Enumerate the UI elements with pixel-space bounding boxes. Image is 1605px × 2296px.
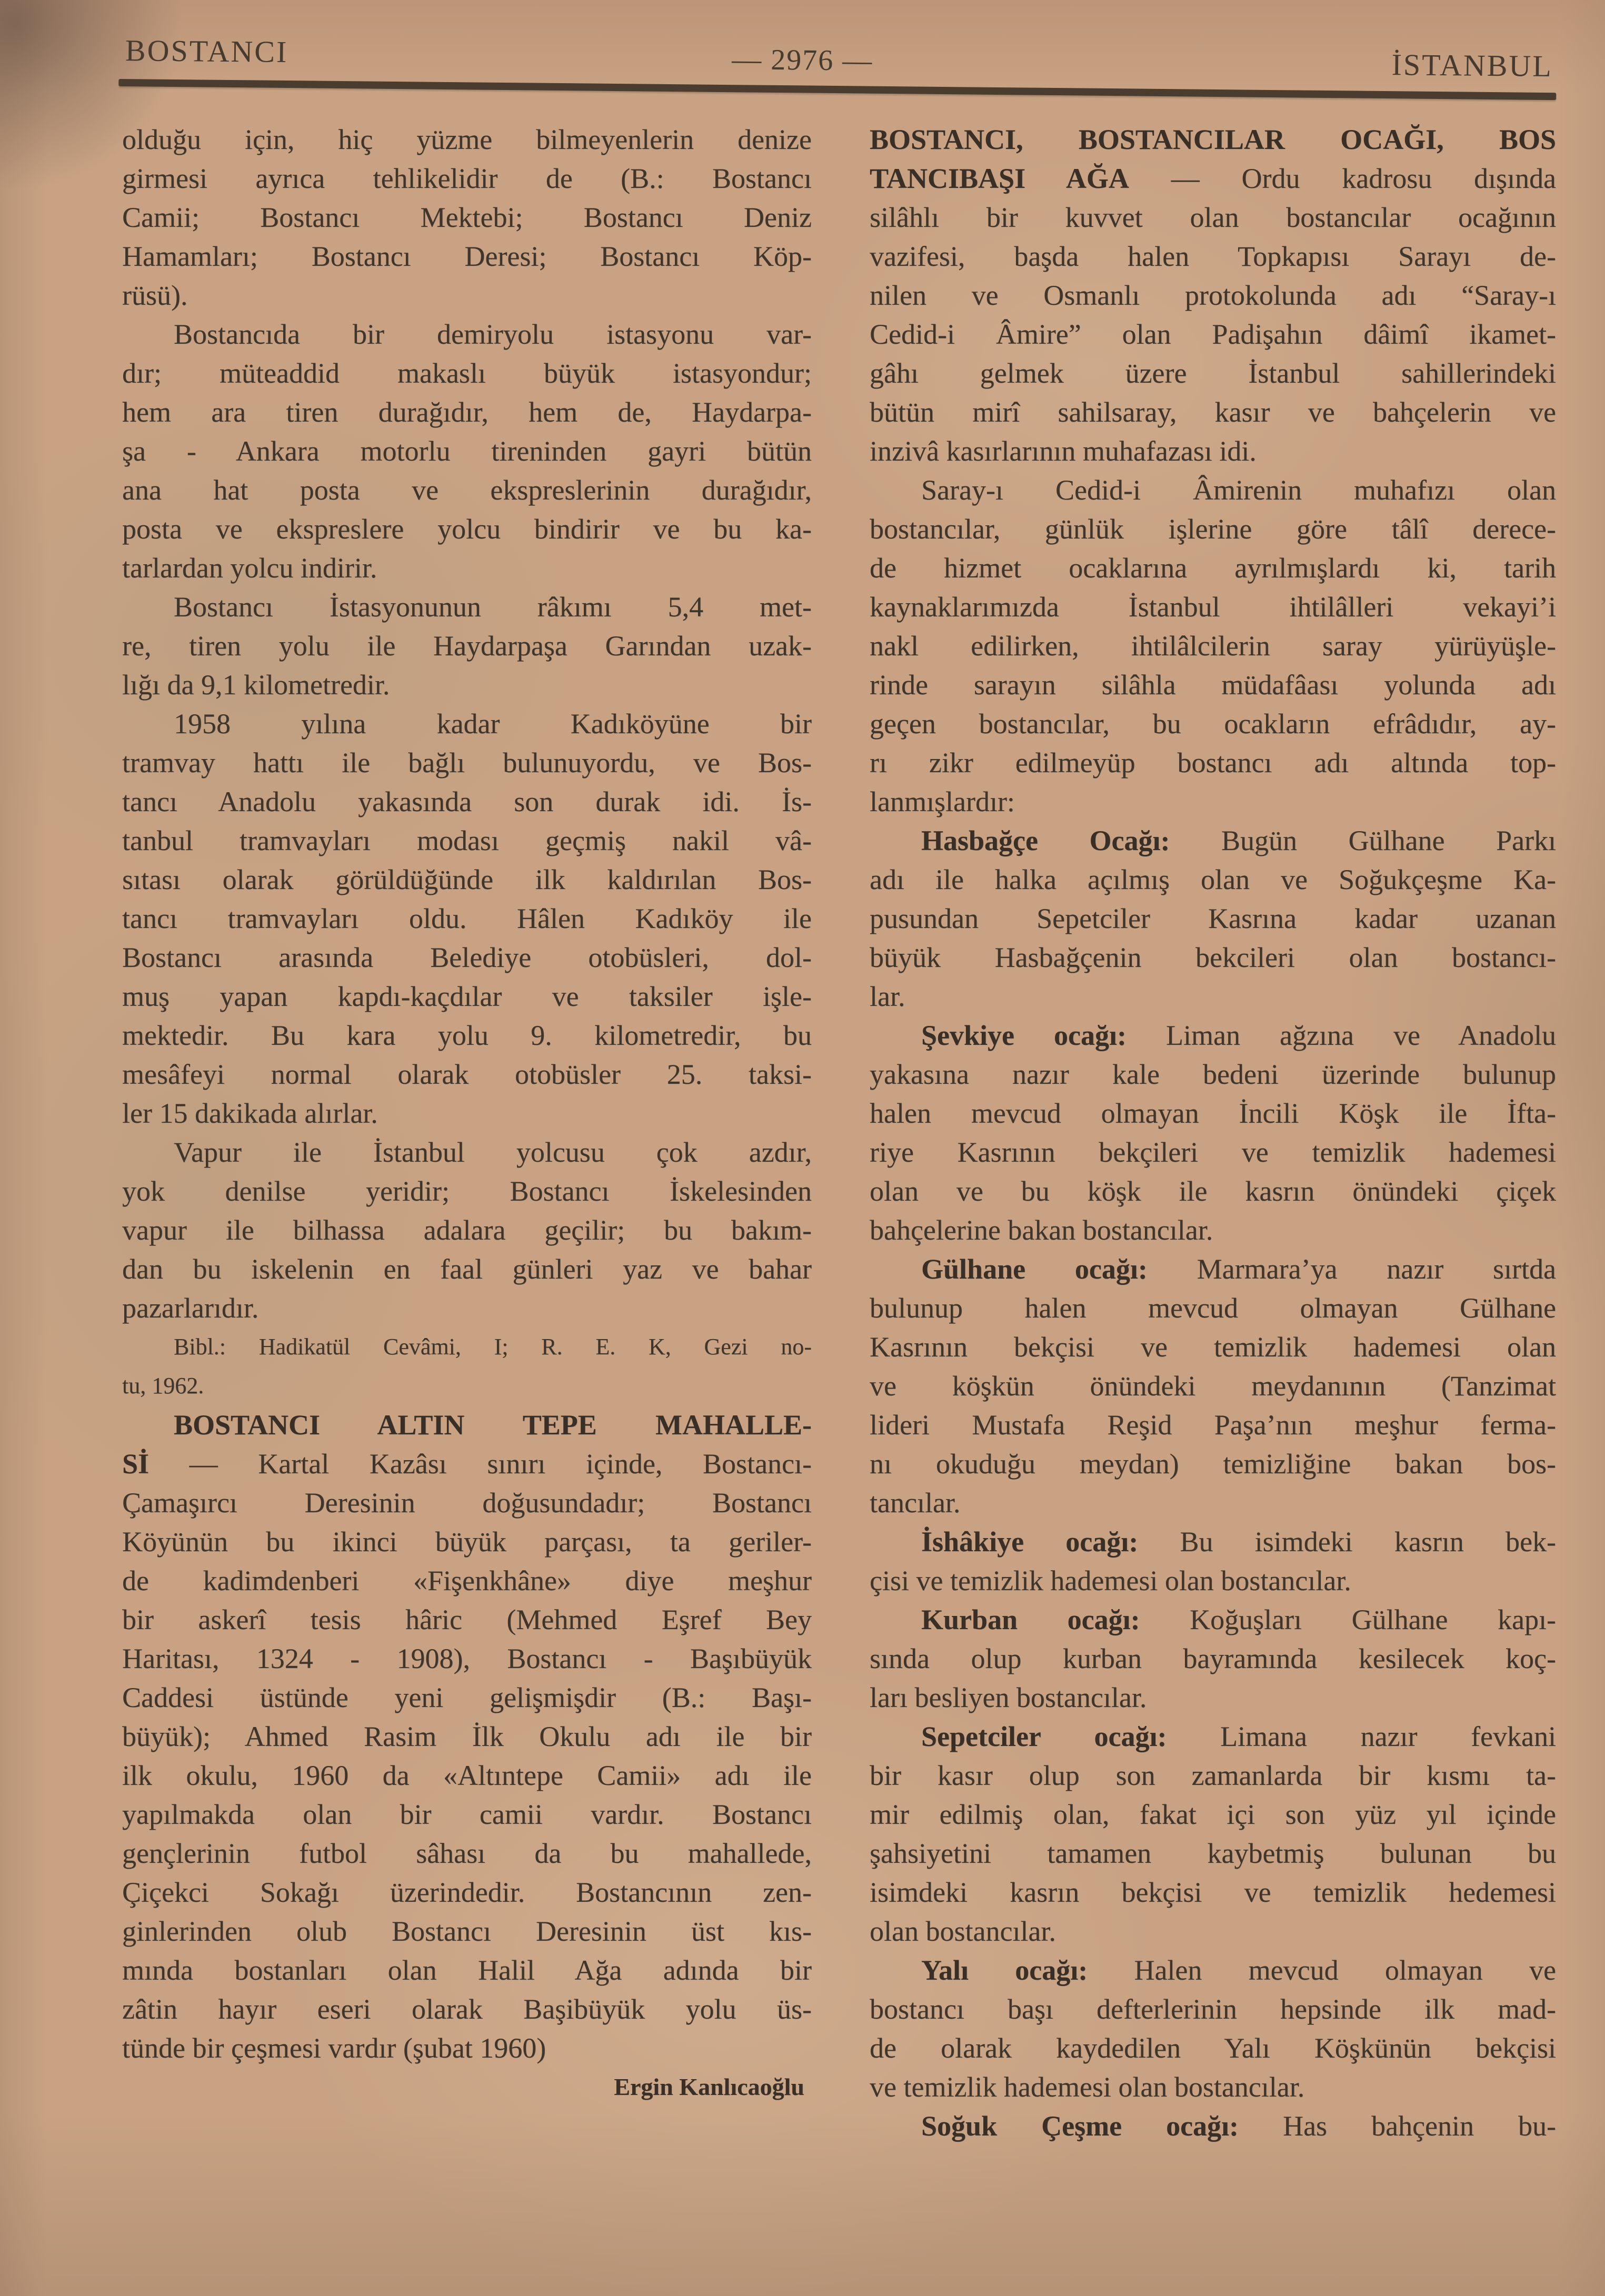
text-line: de hizmet ocaklarına ayrılmışlardı ki, tarih xyxy=(870,552,1556,584)
text-line: rinde sarayın silâhla müdafâası yolunda adı xyxy=(870,669,1556,701)
text-line: Bostancı İstasyonunun râkımı 5,4 met- xyxy=(174,591,812,623)
paragraph xyxy=(870,1522,1556,1600)
text-line: Sİ — Kartal Kazâsı sınırı içinde, Bostancı- xyxy=(122,1448,812,1480)
text-line: de kadimdenberi «Fişenkhâne» diye meşhur xyxy=(122,1565,812,1596)
paragraph xyxy=(870,1951,1556,2107)
text-line: İshâkiye ocağı: Bu isimdeki kasrın bek- xyxy=(921,1526,1556,1558)
text-line: sında olup kurban bayramında kesilecek koç- xyxy=(870,1643,1556,1674)
text-line: gençlerinin futbol sâhası da bu mahallede, xyxy=(122,1838,812,1869)
text-line: olan ve bu köşk ile kasrın önündeki çiçek xyxy=(870,1175,1556,1207)
text-line: kaynaklarımızda İstanbul ihtilâlleri vekayi’i xyxy=(870,591,1556,623)
text-line: nilen ve Osmanlı protokolunda adı “Saray-ı xyxy=(870,279,1556,311)
text-line: bir askerî tesis hâric (Mehmed Eşref Bey xyxy=(122,1604,812,1635)
text-line: nakl edilirken, ihtilâlcilerin saray yürüyüşle- xyxy=(870,630,1556,662)
text-line: inzivâ kasırlarının muhafazası idi. xyxy=(870,435,1257,467)
text-line: tarlardan yolcu indirir. xyxy=(122,552,377,584)
text-line: ler 15 dakikada alırlar. xyxy=(122,1097,378,1129)
text-line: tancı Anadolu yakasında son durak idi. İs- xyxy=(122,786,812,817)
text-line: Hamamları; Bostancı Deresi; Bostancı Köp- xyxy=(122,241,812,272)
text-line: de olarak kaydedilen Yalı Köşkünün bekçisi xyxy=(870,2032,1556,2064)
header-page-number: — 2976 — xyxy=(732,43,873,77)
text-line: lar. xyxy=(870,981,905,1012)
text-line: Bostancıda bir demiryolu istasyonu var- xyxy=(174,318,812,350)
text-line: mektedir. Bu kara yolu 9. kilometredir, bu xyxy=(122,1020,812,1051)
text-line: halen mevcud olmayan İncili Köşk ile İfta- xyxy=(870,1097,1556,1129)
text-line: ve köşkün önündeki meydanının (Tanzimat xyxy=(870,1370,1556,1402)
text-line: adı ile halka açılmış olan ve Soğukçeşme Ka- xyxy=(870,864,1556,895)
text-line: olduğu için, hiç yüzme bilmeyenlerin denize xyxy=(122,124,812,155)
text-line: sıtası olarak görüldüğünde ilk kaldırılan Bos- xyxy=(122,864,812,895)
text-line: tancılar. xyxy=(870,1487,961,1519)
column-right xyxy=(870,120,1556,2145)
text-line: vapur ile bilhassa adalara geçilir; bu bakım- xyxy=(122,1214,812,1246)
paragraph xyxy=(122,587,812,704)
text-line: şa - Ankara motorlu tireninden gayri bütün xyxy=(122,435,812,467)
text-line: yapılmakda olan bir camii vardır. Bostancı xyxy=(122,1799,812,1830)
text-line: mesâfeyi normal olarak otobüsler 25. taksi- xyxy=(122,1059,812,1090)
text-line: bostancı başı defterlerinin hepsinde ilk mad- xyxy=(870,1993,1556,2025)
text-line: ve temizlik hademesi olan bostancılar. xyxy=(870,2071,1305,2103)
text-line: tu, 1962. xyxy=(122,1373,204,1399)
text-line: muş yapan kapdı-kaçdılar ve taksiler işle- xyxy=(122,981,812,1012)
text-line: BOSTANCI, BOSTANCILAR OCAĞI, BOS xyxy=(870,124,1556,155)
text-line: Kurban ocağı: Koğuşları Gülhane kapı- xyxy=(921,1604,1557,1635)
paragraph xyxy=(870,1600,1556,1717)
text-line: bütün mirî sahilsaray, kasır ve bahçelerin ve xyxy=(870,396,1556,428)
text-line: nı okuduğu meydan) temizliğine bakan bos- xyxy=(870,1448,1556,1480)
text-line: Haritası, 1324 - 1908), Bostancı - Başıbüyük xyxy=(122,1643,812,1674)
text-line: Şevkiye ocağı: Liman ağzına ve Anadolu xyxy=(921,1020,1556,1051)
text-line: mir edilmiş olan, fakat içi son yüz yıl içinde xyxy=(870,1799,1556,1830)
text-line: lığı da 9,1 kilometredir. xyxy=(122,669,390,701)
text-line: Sepetciler ocağı: Limana nazır fevkani xyxy=(921,1721,1556,1752)
paragraph xyxy=(870,1016,1556,1250)
text-line: pazarlarıdır. xyxy=(122,1292,259,1324)
text-line: pusundan Sepetciler Kasrına kadar uzanan xyxy=(870,903,1556,934)
text-line: dır; müteaddid makaslı büyük istasyondur; xyxy=(122,357,812,389)
text-line: bulunup halen mevcud olmayan Gülhane xyxy=(870,1292,1556,1324)
text-line: tramvay hattı ile bağlı bulunuyordu, ve Bos- xyxy=(122,747,812,778)
text-line: riye Kasrının bekçileri ve temizlik hademesi xyxy=(870,1136,1556,1168)
text-line: Köyünün bu ikinci büyük parçası, ta geriler- xyxy=(122,1526,812,1558)
text-line: Gülhane ocağı: Marmara’ya nazır sırtda xyxy=(921,1253,1556,1285)
text-line: tanbul tramvayları modası geçmiş nakil vâ- xyxy=(122,825,812,856)
paragraph xyxy=(870,120,1556,471)
text-line: büyük); Ahmed Rasim İlk Okulu adı ile bir xyxy=(122,1721,812,1752)
text-line: 1958 yılına kadar Kadıköyüne bir xyxy=(174,708,812,740)
text-line: silâhlı bir kuvvet olan bostancılar ocağının xyxy=(870,202,1556,233)
text-line: lanmışlardır: xyxy=(870,786,1015,817)
text-line: ilk okulu, 1960 da «Altıntepe Camii» adı ile xyxy=(122,1760,812,1791)
text-line: büyük Hasbağçenin bekcileri olan bostancı- xyxy=(870,942,1556,973)
paragraph xyxy=(870,2107,1556,2145)
text-line: BOSTANCI ALTIN TEPE MAHALLE- xyxy=(174,1409,812,1441)
text-line: Ergin Kanlıcaoğlu xyxy=(614,2073,804,2100)
text-line: zâtin hayır eseri olarak Başibüyük yolu üs- xyxy=(122,1993,812,2025)
text-line: gâhı gelmek üzere İstanbul sahillerindeki xyxy=(870,357,1556,389)
text-line: ları besliyen bostancılar. xyxy=(870,1682,1147,1713)
text-line: bir kasır olup son zamanlarda bir kısmı ta- xyxy=(870,1760,1556,1791)
header-article-title: BOSTANCI xyxy=(125,33,288,69)
text-line: Hasbağçe Ocağı: Bugün Gülhane Parkı xyxy=(921,825,1556,856)
text-line: hem ara tiren durağıdır, hem de, Haydarpa- xyxy=(122,396,812,428)
text-line: Bibl.: Hadikatül Cevâmi, I; R. E. K, Gezi no- xyxy=(174,1334,812,1360)
text-line: bahçelerine bakan bostancılar. xyxy=(870,1214,1213,1246)
text-line: vazifesi, başda halen Topkapısı Sarayı de- xyxy=(870,241,1556,272)
text-line: mında bostanları olan Halil Ağa adında bir xyxy=(122,1954,812,1986)
text-line: Cedid-i Âmire” olan Padişahın dâimî ikamet- xyxy=(870,318,1556,350)
text-line: Camii; Bostancı Mektebi; Bostancı Deniz xyxy=(122,202,812,233)
text-line: girmesi ayrıca tehlikelidir de (B.: Bostancı xyxy=(122,163,812,194)
text-line: Çiçekci Sokağı üzerindedir. Bostancının zen- xyxy=(122,1876,812,1908)
paragraph xyxy=(122,704,812,1133)
text-line: Yalı ocağı: Halen mevcud olmayan ve xyxy=(921,1954,1556,1986)
text-line: geçen bostancılar, bu ocakların efrâdıdır, ay- xyxy=(870,708,1556,740)
text-line: Kasrının bekçisi ve temizlik hademesi olan xyxy=(870,1331,1556,1363)
text-line: Çamaşırcı Deresinin doğusundadır; Bostancı xyxy=(122,1487,812,1519)
text-line: yok denilse yeridir; Bostancı İskelesinden xyxy=(122,1175,812,1207)
text-line: rı zikr edilmeyüp bostancı adı altında top- xyxy=(870,747,1556,778)
text-line: tünde bir çeşmesi vardır (şubat 1960) xyxy=(122,2032,546,2064)
text-line: Saray-ı Cedid-i Âmirenin muhafızı olan xyxy=(921,474,1556,506)
paragraph xyxy=(122,120,812,315)
paragraph xyxy=(870,1717,1556,1951)
paragraph xyxy=(122,1405,812,2068)
text-line: Vapur ile İstanbul yolcusu çok azdır, xyxy=(174,1136,812,1168)
paragraph xyxy=(870,1250,1556,1522)
text-line: dan bu iskelenin en faal günleri yaz ve bahar xyxy=(122,1253,812,1285)
text-line: bostancılar, günlük işlerine göre tâlî derece- xyxy=(870,513,1556,545)
text-line: yakasına nazır kale bedeni üzerinde bulunup xyxy=(870,1059,1556,1090)
column-left xyxy=(122,120,812,2107)
header-volume-title: İSTANBUL xyxy=(1391,47,1553,84)
paragraph xyxy=(122,315,812,587)
text-line: TANCIBAŞI AĞA — Ordu kadrosu dışında xyxy=(870,163,1556,194)
text-line: Soğuk Çeşme ocağı: Has bahçenin bu- xyxy=(921,2110,1556,2142)
text-line: Caddesi üstünde yeni gelişmişdir (B.: Başı- xyxy=(122,1682,812,1713)
text-line: posta ve ekspreslere yolcu bindirir ve bu ka- xyxy=(122,513,812,545)
paragraph xyxy=(870,821,1556,1016)
text-line: ana hat posta ve ekspreslerinin durağıdır, xyxy=(122,474,812,506)
text-line: rüsü). xyxy=(122,279,188,311)
text-line: çisi ve temizlik hademesi olan bostancılar. xyxy=(870,1565,1351,1596)
text-line: Bostancı arasında Belediye otobüsleri, dol- xyxy=(122,942,812,973)
text-line: ginlerinden olub Bostancı Deresinin üst kıs- xyxy=(122,1915,812,1947)
text-line: isimdeki kasrın bekçisi ve temizlik hedemesi xyxy=(870,1876,1556,1908)
paragraph xyxy=(870,471,1556,821)
text-line: şahsiyetini tamamen kaybetmiş bulunan bu xyxy=(870,1838,1556,1869)
text-line: tancı tramvayları oldu. Hâlen Kadıköy ile xyxy=(122,903,812,934)
paragraph xyxy=(122,1133,812,1327)
author-signature xyxy=(122,2068,812,2107)
bibliography xyxy=(122,1327,812,1405)
text-line: re, tiren yolu ile Haydarpaşa Garından uzak- xyxy=(122,630,812,662)
text-line: olan bostancılar. xyxy=(870,1915,1056,1947)
text-line: lideri Mustafa Reşid Paşa’nın meşhur ferma- xyxy=(870,1409,1556,1441)
page-header xyxy=(0,0,1605,119)
